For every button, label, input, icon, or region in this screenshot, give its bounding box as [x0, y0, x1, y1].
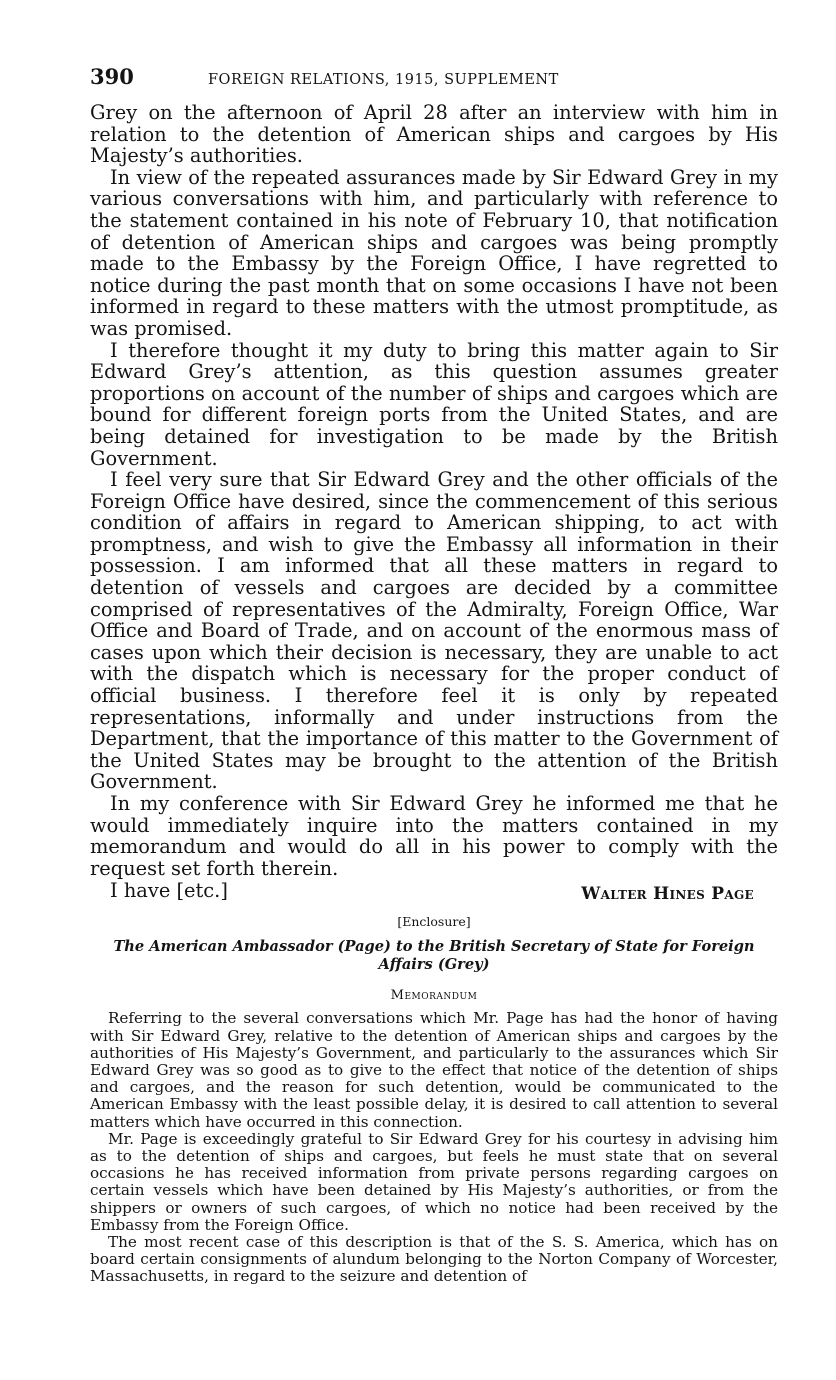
memo-paragraph: Referring to the several conversations which Mr. Page has had the honor of having with Sir Edward Grey, relative to the detention of American ships and cargoes by the authorities of His Majesty’s Government, and particularly to the assurances which Sir Edward Grey was so good as to give to the effect that notice of the detention of ships and cargoes, and the reason for such detention, would be communicated to the American Embassy with the least possible delay, it is desired to call attention to several matters which have occurred in this connection. — [90, 1009, 778, 1131]
memorandum-body — [90, 1010, 778, 1285]
enclosure-title: The American Ambassador (Page) to the British Secretary of State for Foreign Affairs (Grey) — [113, 938, 755, 974]
memo-paragraph: Mr. Page is exceedingly grateful to Sir Edward Grey for his courtesy in advising him as to the detention of ships and cargoes, but feels he must state that on several occasions he has received information from private persons regarding cargoes on certain vessels which have been detained by His Majesty’s authorities, or from the shippers or owners of such cargoes, of which no notice had been received by the Embassy from the Foreign Office. — [90, 1129, 778, 1234]
letter-closing-row — [90, 879, 778, 906]
page-number: 390 — [90, 64, 134, 89]
document-page — [90, 64, 778, 1286]
body-paragraph: I feel very sure that Sir Edward Grey and the other officials of the Foreign Office have desired, since the commencement of this serious condition of affairs in regard to American shipping, to act with promptness, and wish to give the Embassy all information in their possession. I am informed that all these matters in regard to detention of vessels and cargoes are decided by a committee comprised of representatives of the Admiralty, Foreign Office, War Office and Board of Trade, and on account of the enormous mass of cases upon which their decision is necessary, they are unable to act with the dispatch which is necessary for the proper conduct of official business. I therefore feel it is only by repeated representations, informally and under instructions from the Department, that the importance of this matter to the Government of the United States may be brought to the attention of the British Government. — [90, 468, 778, 794]
enclosure-label: [Enclosure] — [397, 914, 471, 930]
body-paragraph: Grey on the afternoon of April 28 after an interview with him in relation to the detention of American ships and cargoes by His Majesty’s authorities. — [90, 101, 778, 168]
signature: Walter Hines Page — [581, 884, 754, 905]
running-head — [90, 64, 778, 94]
memorandum-heading: Memorandum — [390, 988, 478, 1004]
memo-paragraph: The most recent case of this description is that of the S. S. America, which has on board certain consignments of alundum belonging to the Norton Company of Worcester, Massachusetts, in regard to the seizure and detention of — [90, 1233, 778, 1286]
body-paragraph: I therefore thought it my duty to bring this matter again to Sir Edward Grey’s attention, as this question assumes greater proportions on account of the number of ships and cargoes which are bound for different foreign ports from the United States, and are being detained for investigation to be made by the British Government. — [90, 338, 778, 470]
body-paragraph: In my conference with Sir Edward Grey he informed me that he would immediately inquire into the matters contained in my memorandum and would do all in his power to comply with the request set forth therein. — [90, 792, 778, 880]
closing-salutation: I have [etc.] — [110, 879, 228, 903]
running-head-title: FOREIGN RELATIONS, 1915, SUPPLEMENT — [208, 72, 559, 88]
letter-body — [90, 102, 778, 879]
body-paragraph: In view of the repeated assurances made by Sir Edward Grey in my various conversations with him, and particularly with reference to the statement contained in his note of February 10, that notification of detention of American ships and cargoes was being promptly made to the Embassy by the Foreign Office, I have regretted to notice during the past month that on some occasions I have not been informed in regard to these matters with the utmost promptitude, as was promised. — [90, 165, 778, 340]
